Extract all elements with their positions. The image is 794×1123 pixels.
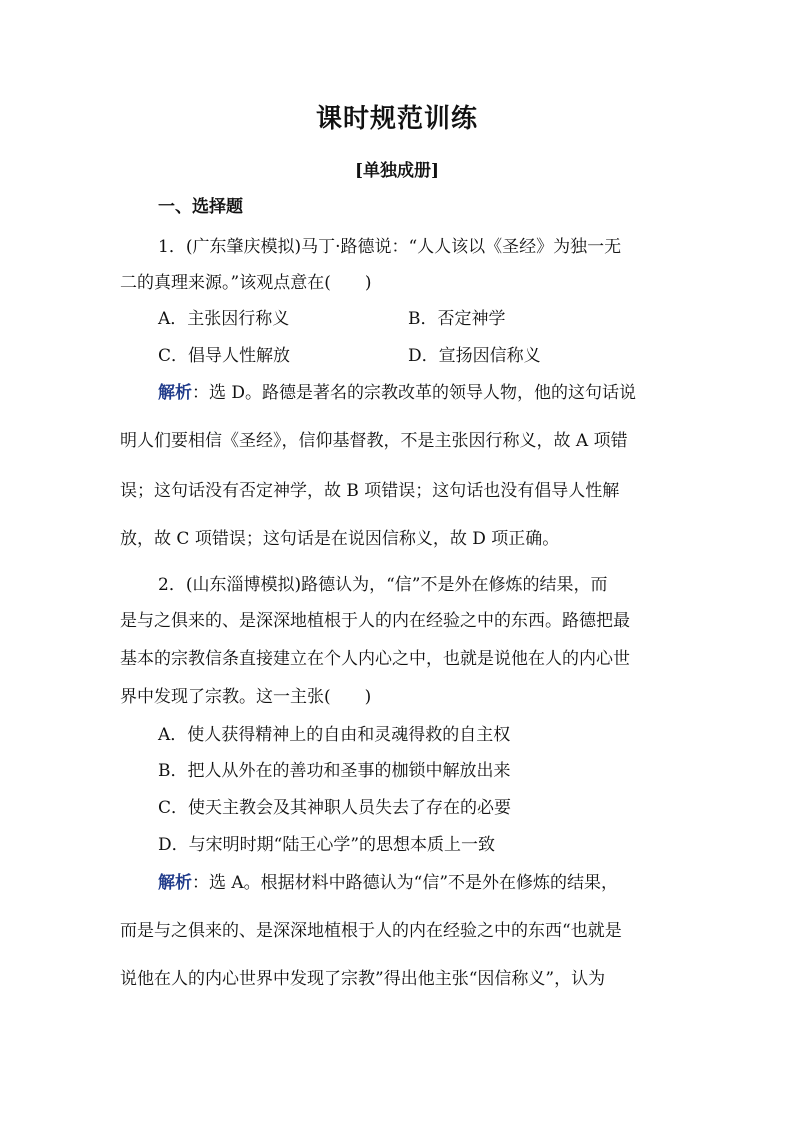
q1-answer-line-2: 明人们要相信《圣经》，信仰基督教，不是主张因行称义，故 A 项错 (120, 431, 628, 451)
q2-option-c: C．使天主教会及其神职人员失去了存在的必要 (158, 798, 512, 818)
q1-answer-line-4: 放，故 C 项错误；这句话是在说因信称义，故 D 项正确。 (120, 529, 560, 549)
q2-answer-line-1 (158, 868, 618, 893)
q2-option-a: A．使人获得精神上的自由和灵魂得救的自主权 (158, 725, 511, 745)
section-heading: 一、选择题 (158, 197, 243, 217)
q2-stem-line-3: 基本的宗教信条直接建立在个人内心之中，也就是说他在人的内心世 (120, 649, 630, 669)
q2-answer-line-3: 说他在人的内心世界中发现了宗教”得出他主张“因信称义”，认为 (120, 969, 606, 989)
q2-option-d: D．与宋明时期“陆王心学”的思想本质上一致 (158, 835, 496, 855)
q2-stem-line-2: 是与之俱来的、是深深地植根于人的内在经验之中的东西。路德把最 (120, 611, 630, 631)
q1-stem-line-1: 1．(广东肇庆模拟)马丁·路德说：“人人该以《圣经》为独一无 (158, 237, 622, 257)
q2-option-b: B．把人从外在的善功和圣事的枷锁中解放出来 (158, 761, 511, 781)
q1-answer-text-1: ：选 D。路德是著名的宗教改革的领导人物，他的这句话说 (192, 383, 637, 403)
page-title: 课时规范训练 (315, 104, 478, 134)
q1-answer-line-3: 误；这句话没有否定神学，故 B 项错误；这句话也没有倡导人性解 (120, 481, 620, 501)
q2-answer-label: 解析 (158, 873, 192, 893)
q1-option-a: A．主张因行称义 (158, 309, 290, 329)
q1-option-d: D．宣扬因信称义 (408, 346, 541, 366)
q1-option-c: C．倡导人性解放 (158, 346, 291, 366)
page-subtitle: [单独成册] (354, 161, 440, 181)
q2-answer-text-1: ：选 A。根据材料中路德认为“信”不是外在修炼的结果， (192, 873, 619, 893)
q1-option-b: B．否定神学 (408, 309, 506, 329)
q2-answer-line-2: 而是与之俱来的、是深深地植根于人的内在经验之中的东西“也就是 (120, 921, 622, 941)
q2-stem-line-1: 2．(山东淄博模拟)路德认为，“信”不是外在修炼的结果，而 (158, 575, 608, 595)
q1-answer-label: 解析 (158, 383, 192, 403)
q1-answer-line-1 (158, 378, 636, 403)
q2-stem-line-4: 界中发现了宗教。这一主张( ) (120, 687, 372, 707)
q1-stem-line-2: 二的真理来源。”该观点意在( ) (120, 273, 372, 293)
